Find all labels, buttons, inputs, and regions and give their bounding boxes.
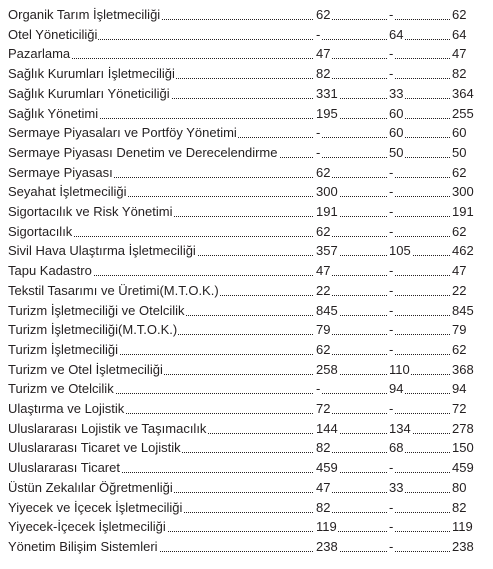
program-name-text: Sermaye Piyasaları ve Portföy Yönetimi — [8, 125, 237, 141]
quota-total — [452, 222, 492, 242]
table-row — [0, 281, 493, 301]
quota-col-1 — [316, 104, 388, 124]
quota-col-1-text: 62 — [316, 164, 331, 180]
quota-col-1-text: 459 — [316, 460, 338, 476]
quota-col-2 — [389, 222, 451, 242]
quota-col-2-text: - — [389, 223, 394, 239]
quota-total — [452, 241, 492, 261]
quota-total — [452, 64, 492, 84]
quota-col-1 — [316, 419, 388, 439]
leader-dots — [316, 137, 387, 138]
program-name-text: Üstün Zekalılar Öğretmenliği — [8, 479, 173, 495]
program-name-text: Sermaye Piyasası Denetim ve Derecelendirme — [8, 144, 278, 160]
table-row — [0, 5, 493, 25]
quota-total — [452, 360, 492, 380]
table-row — [0, 261, 493, 281]
table-row — [0, 182, 493, 202]
quota-col-1 — [316, 44, 388, 64]
quota-col-1 — [316, 163, 388, 183]
quota-total — [452, 498, 492, 518]
quota-col-1 — [316, 123, 388, 143]
quota-total-text: 845 — [452, 302, 474, 318]
quota-col-1-text: 300 — [316, 184, 338, 200]
quota-col-1-text: 79 — [316, 322, 331, 338]
table-row — [0, 143, 493, 163]
table-row — [0, 104, 493, 124]
quota-total — [452, 379, 492, 399]
leader-dots — [389, 334, 450, 335]
quota-total — [452, 340, 492, 360]
table-row — [0, 64, 493, 84]
quota-col-2 — [389, 478, 451, 498]
leader-dots — [389, 551, 450, 552]
quota-col-2-text: 94 — [389, 381, 404, 397]
program-name — [8, 537, 314, 557]
quota-total-text: 22 — [452, 282, 467, 298]
quota-col-1 — [316, 458, 388, 478]
quota-col-2-text: 110 — [389, 361, 410, 377]
program-name — [8, 498, 314, 518]
quota-col-2 — [389, 64, 451, 84]
quota-total — [452, 202, 492, 222]
leader-dots — [389, 196, 450, 197]
quota-col-2 — [389, 360, 451, 380]
quota-col-2-text: 105 — [389, 243, 411, 259]
quota-col-1-text: 72 — [316, 401, 331, 416]
quota-total-text: 47 — [452, 46, 467, 62]
quota-total — [452, 261, 492, 281]
quota-total-text: 82 — [452, 66, 467, 82]
program-name — [8, 44, 314, 64]
quota-total — [452, 182, 492, 202]
table-row — [0, 379, 493, 399]
table-row — [0, 517, 493, 537]
quota-col-1-text: - — [316, 144, 321, 160]
quota-col-2-text: 60 — [389, 125, 404, 141]
program-name-text: Sivil Hava Ulaştırma İşletmeciliği — [8, 243, 196, 259]
quota-col-1 — [316, 261, 388, 281]
table-row — [0, 498, 493, 518]
program-name-text: Sigortacılık — [8, 223, 73, 239]
quota-total-text: 62 — [452, 164, 467, 180]
quota-col-2 — [389, 123, 451, 143]
quota-total — [452, 163, 492, 183]
quota-col-2 — [389, 163, 451, 183]
table-row — [0, 222, 493, 242]
quota-col-2-text: - — [389, 66, 394, 82]
table-row — [0, 419, 493, 439]
program-name-text: Sağlık Kurumları İşletmeciliği — [8, 66, 175, 82]
quota-col-1 — [316, 202, 388, 222]
leader-dots — [316, 157, 387, 158]
program-name — [8, 340, 314, 360]
quota-col-2-text: 64 — [389, 26, 404, 42]
quota-total — [452, 5, 492, 25]
program-name — [8, 163, 314, 183]
table-row — [0, 123, 493, 143]
quota-col-2-text: 50 — [389, 144, 404, 160]
quota-col-1-text: 195 — [316, 105, 338, 121]
quota-col-2 — [389, 379, 451, 399]
program-name — [8, 478, 314, 498]
table-row — [0, 25, 493, 45]
program-name — [8, 64, 314, 84]
program-name-text: Turizm ve Otel İşletmeciliği — [8, 361, 163, 377]
quota-col-1-text: 82 — [316, 66, 331, 82]
program-name-text: Yönetim Bilişim Sistemleri — [8, 538, 158, 554]
quota-col-1-text: 238 — [316, 538, 338, 554]
quota-total-text: 459 — [452, 460, 474, 476]
program-name — [8, 5, 314, 25]
quota-total-text: 191 — [452, 204, 474, 219]
quota-col-1-text: 845 — [316, 302, 338, 318]
leader-dots — [389, 315, 450, 316]
quota-total-text: 364 — [452, 85, 474, 101]
table-row — [0, 320, 493, 340]
quota-col-1 — [316, 498, 388, 518]
quota-col-1 — [316, 25, 388, 45]
quota-col-1 — [316, 478, 388, 498]
leader-dots — [389, 295, 450, 296]
quota-col-1-text: 82 — [316, 440, 331, 456]
quota-col-1-text: 144 — [316, 420, 338, 436]
quota-col-2-text: - — [389, 538, 394, 554]
quota-col-2-text: 68 — [389, 440, 404, 456]
quota-col-1 — [316, 379, 388, 399]
quota-col-2 — [389, 241, 451, 261]
quota-total — [452, 104, 492, 124]
quota-total-text: 278 — [452, 420, 474, 436]
quota-col-1 — [316, 281, 388, 301]
leader-dots — [389, 354, 450, 355]
quota-col-2-text: - — [389, 46, 394, 62]
quota-total-text: 50 — [452, 144, 467, 160]
program-name-text: Turizm İşletmeciliği — [8, 341, 119, 357]
program-name-text: Turizm İşletmeciliği(M.T.O.K.) — [8, 322, 178, 338]
table-row — [0, 44, 493, 64]
quota-col-2 — [389, 84, 451, 104]
quota-col-2-text: - — [389, 164, 394, 180]
quota-col-1-text: 47 — [316, 479, 331, 495]
quota-total — [452, 25, 492, 45]
program-name — [8, 202, 314, 222]
quota-col-1-text: 47 — [316, 263, 331, 279]
quota-col-2 — [389, 25, 451, 45]
leader-dots — [316, 39, 387, 40]
quota-col-2 — [389, 182, 451, 202]
program-name-text: Sağlık Kurumları Yöneticiliği — [8, 85, 170, 101]
program-name — [8, 281, 314, 301]
program-name-text: Sermaye Piyasası — [8, 164, 113, 180]
quota-col-2-text: - — [389, 7, 394, 22]
leader-dots — [389, 413, 450, 414]
program-name — [8, 320, 314, 340]
quota-col-1-text: - — [316, 381, 321, 397]
quota-col-1 — [316, 143, 388, 163]
quota-col-2-text: - — [389, 499, 394, 515]
program-name — [8, 143, 314, 163]
program-name — [8, 182, 314, 202]
program-name-text: Uluslararası Ticaret — [8, 460, 120, 476]
quota-total-text: 47 — [452, 263, 467, 279]
table-row — [0, 301, 493, 321]
quota-col-2 — [389, 340, 451, 360]
quota-col-2 — [389, 281, 451, 301]
quota-col-2 — [389, 537, 451, 557]
table-row — [0, 241, 493, 261]
program-name-text: Organik Tarım İşletmeciliği — [8, 7, 161, 22]
quota-col-2 — [389, 104, 451, 124]
quota-total-text: 60 — [452, 125, 467, 141]
quota-col-1-text: 331 — [316, 85, 338, 101]
program-name — [8, 438, 314, 458]
quota-col-1-text: 62 — [316, 341, 331, 357]
quota-col-2-text: - — [389, 519, 394, 535]
quota-col-2 — [389, 202, 451, 222]
quota-total — [452, 123, 492, 143]
quota-col-2-text: - — [389, 341, 394, 357]
quota-total-text: 238 — [452, 538, 474, 554]
quota-col-1 — [316, 222, 388, 242]
quota-col-1-text: 357 — [316, 243, 338, 259]
quota-col-1 — [316, 5, 388, 25]
quota-col-2-text: 33 — [389, 479, 404, 495]
quota-col-1 — [316, 84, 388, 104]
quota-total-text: 462 — [452, 243, 474, 259]
quota-total-text: 82 — [452, 499, 467, 515]
quota-col-2 — [389, 5, 451, 25]
quota-col-1 — [316, 537, 388, 557]
table-row — [0, 360, 493, 380]
table-row — [0, 399, 493, 419]
quota-col-2-text: - — [389, 302, 394, 318]
program-name — [8, 379, 314, 399]
quota-col-2 — [389, 517, 451, 537]
program-name — [8, 25, 314, 45]
quota-col-1-text: 62 — [316, 7, 331, 22]
quota-col-2 — [389, 399, 451, 419]
quota-col-2-text: - — [389, 184, 394, 200]
leader-dots — [389, 512, 450, 513]
quota-col-2-text: - — [389, 401, 394, 416]
quota-total-text: 255 — [452, 105, 474, 121]
program-name — [8, 261, 314, 281]
quota-total — [452, 281, 492, 301]
program-name-text: Turizm İşletmeciliği ve Otelcilik — [8, 302, 185, 318]
quota-total-text: 94 — [452, 381, 467, 397]
quota-col-2 — [389, 261, 451, 281]
quota-col-2 — [389, 419, 451, 439]
program-name-text: Turizm ve Otelcilik — [8, 381, 114, 397]
program-name — [8, 399, 314, 419]
table-row — [0, 458, 493, 478]
program-name — [8, 301, 314, 321]
quota-total — [452, 458, 492, 478]
quota-col-1 — [316, 182, 388, 202]
program-name-text: Tekstil Tasarımı ve Üretimi(M.T.O.K.) — [8, 282, 219, 298]
program-name — [8, 419, 314, 439]
program-name-text: Ulaştırma ve Lojistik — [8, 401, 125, 416]
program-name — [8, 123, 314, 143]
quota-col-2 — [389, 458, 451, 478]
leader-dots — [389, 275, 450, 276]
quota-col-1 — [316, 340, 388, 360]
quota-total-text: 150 — [452, 440, 474, 456]
quota-total-text: 62 — [452, 341, 467, 357]
quota-total — [452, 301, 492, 321]
quota-col-2-text: - — [389, 263, 394, 279]
program-name-text: Yiyecek-İçecek İşletmeciliği — [8, 519, 166, 535]
quota-total — [452, 399, 492, 419]
leader-dots — [389, 78, 450, 79]
leader-dots — [389, 216, 450, 217]
table-row — [0, 438, 493, 458]
table-row — [0, 202, 493, 222]
program-name — [8, 458, 314, 478]
table-row — [0, 340, 493, 360]
quota-col-1 — [316, 241, 388, 261]
quota-col-2-text: - — [389, 282, 394, 298]
quota-col-1 — [316, 399, 388, 419]
quota-col-2 — [389, 44, 451, 64]
table-row — [0, 163, 493, 183]
program-name-text: Sigortacılık ve Risk Yönetimi — [8, 204, 173, 219]
quota-col-1-text: 22 — [316, 282, 331, 298]
quota-total — [452, 478, 492, 498]
quota-total-text: 62 — [452, 223, 467, 239]
table-row — [0, 537, 493, 557]
leader-dots — [389, 472, 450, 473]
quota-col-1 — [316, 64, 388, 84]
program-name-text: Uluslararası Lojistik ve Taşımacılık — [8, 420, 207, 436]
quota-total — [452, 143, 492, 163]
quota-total — [452, 44, 492, 64]
quota-col-1 — [316, 438, 388, 458]
program-name-text: Pazarlama — [8, 46, 71, 62]
leader-dots — [316, 393, 387, 394]
quota-total-text: 80 — [452, 479, 467, 495]
table-row — [0, 84, 493, 104]
leader-dots — [389, 58, 450, 59]
program-name — [8, 517, 314, 537]
quota-col-1-text: - — [316, 26, 321, 42]
quota-col-1 — [316, 517, 388, 537]
quota-total-text: 79 — [452, 322, 467, 338]
table-row — [0, 478, 493, 498]
quota-total — [452, 419, 492, 439]
quota-col-2 — [389, 320, 451, 340]
program-name-text: Sağlık Yönetimi — [8, 105, 99, 121]
program-name-text: Otel Yöneticiliği — [8, 26, 98, 42]
quota-col-2-text: 33 — [389, 85, 404, 101]
quota-col-2-text: 60 — [389, 105, 404, 121]
program-name-text: Tapu Kadastro — [8, 263, 92, 279]
quota-col-2-text: - — [389, 460, 394, 476]
quota-col-1-text: 47 — [316, 46, 331, 62]
quota-col-2-text: - — [389, 204, 394, 219]
program-name — [8, 84, 314, 104]
quota-col-2 — [389, 498, 451, 518]
quota-total — [452, 84, 492, 104]
program-name — [8, 222, 314, 242]
quota-col-1-text: 119 — [316, 519, 337, 535]
quota-total-text: 64 — [452, 26, 467, 42]
leader-dots — [389, 177, 450, 178]
quota-col-1 — [316, 301, 388, 321]
quota-col-1-text: 62 — [316, 223, 331, 239]
quota-col-1-text: 82 — [316, 499, 331, 515]
program-name-text: Uluslararası Ticaret ve Lojistik — [8, 440, 181, 456]
program-name-text: Seyahat İşletmeciliği — [8, 184, 127, 200]
program-name — [8, 104, 314, 124]
quota-col-1-text: - — [316, 125, 321, 141]
quota-total-text: 62 — [452, 7, 467, 22]
program-name — [8, 241, 314, 261]
quota-col-1-text: 258 — [316, 361, 338, 377]
quota-total-text: 368 — [452, 361, 474, 377]
quota-col-2 — [389, 301, 451, 321]
quota-total — [452, 537, 492, 557]
quota-col-2 — [389, 143, 451, 163]
quota-col-1-text: 191 — [316, 204, 338, 219]
quota-total-text: 300 — [452, 184, 474, 200]
quota-col-2 — [389, 438, 451, 458]
quota-col-2-text: 134 — [389, 420, 411, 436]
quota-total — [452, 517, 492, 537]
leader-dots — [389, 531, 450, 532]
quota-col-1 — [316, 320, 388, 340]
quota-col-1 — [316, 360, 388, 380]
program-name-text: Yiyecek ve İçecek İşletmeciliği — [8, 499, 183, 515]
quota-col-2-text: - — [389, 322, 394, 338]
program-name — [8, 360, 314, 380]
leader-dots — [389, 19, 450, 20]
leader-dots — [389, 236, 450, 237]
quota-total-text: 119 — [452, 519, 473, 535]
quota-total-text: 72 — [452, 401, 467, 416]
quota-total — [452, 438, 492, 458]
quota-total — [452, 320, 492, 340]
